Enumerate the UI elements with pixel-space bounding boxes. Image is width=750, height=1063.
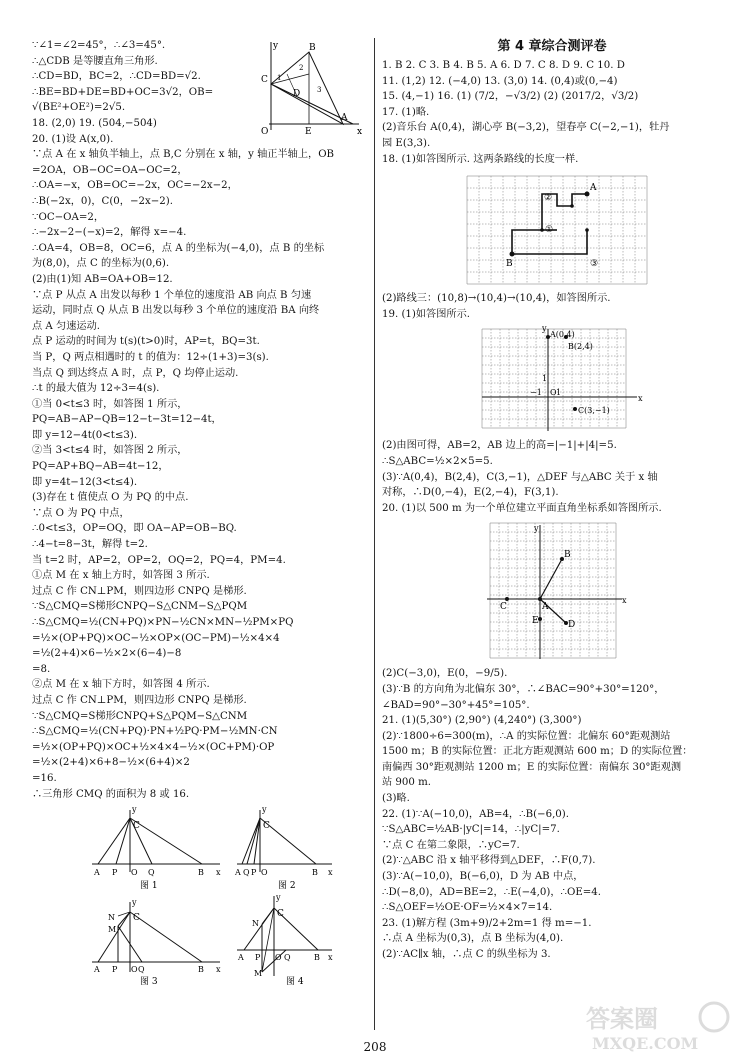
text-line: 对称，∴D(0,−4)，E(2,−4)，F(3,1). <box>382 487 559 499</box>
grid-label: A(0,4) <box>550 330 575 340</box>
fig-label: x <box>216 965 221 975</box>
coordinate-grid-figure <box>382 325 722 435</box>
fig-label: x <box>216 868 221 878</box>
figure-caption: 图 2 <box>278 881 296 892</box>
fig-label: P <box>251 868 257 878</box>
text-line: 即 y=4t−12(3<t≤4). <box>32 476 138 488</box>
text-line: 点 A 匀速运动. <box>32 320 101 332</box>
text-line: ∴t 的最大值为 12÷3=4(s). <box>32 383 160 395</box>
figure-3 <box>92 898 221 987</box>
grid-label: A <box>542 602 549 613</box>
text-line: 1. B 2. C 3. B 4. B 5. A 6. D 7. C 8. D 9. C 10. D <box>382 60 625 71</box>
text-line: ∴BE=BD+DE=BD+OC=3√2，OB= <box>32 86 214 98</box>
grid-label: 1 <box>556 388 562 398</box>
text-line: =2OA，OB−OC=OA−OC=2， <box>32 164 188 176</box>
text-line: ∵S△ABC=½AB·|yC|=14，∴|yC|=7. <box>382 824 560 836</box>
text-line: 点 P 运动的时间为 t(s)(t>0)时，AP=t，BQ=3t. <box>32 336 260 348</box>
text-line: 23. (1)解方程 (3m+9)/2+2m=1 得 m=−1. <box>382 917 592 929</box>
fig-label: 2 <box>299 64 304 72</box>
text-line: ∴△CDB 是等腰直角三角形. <box>32 55 158 67</box>
text-line: ∵OC−OA=2， <box>32 211 105 223</box>
text-line: 站 900 m. <box>382 777 432 789</box>
text-line: 南偏西 30°距观测站 1200 m；E 的实际位置：南偏东 30°距观测 <box>382 761 682 773</box>
fig-label: y <box>273 41 279 51</box>
text-line: (2)∵AC∥x 轴，∴点 C 的纵坐标为 3. <box>382 949 551 960</box>
text-line: ∴S△CMQ=½(CN+PQ)×PN−½CN×MN−½PM×PQ <box>32 617 294 628</box>
text-line: (2)由图可得，AB=2，AB 边上的高=|−1|+|4|=5. <box>382 440 617 452</box>
fig-label: y <box>132 898 137 908</box>
figure-caption: 图 3 <box>140 977 158 988</box>
fig-label: C <box>133 821 140 832</box>
text-line: ∴CD=BD，BC=2，∴CD=BD=√2. <box>32 71 201 83</box>
text-line: ∵点 O 为 PQ 中点， <box>32 507 130 519</box>
text-line: ∵∠1=∠2=45°，∴∠3=45°. <box>32 40 166 51</box>
text-line: ∵点 P 从点 A 出发以每秒 1 个单位的速度沿 AB 向点 B 匀速 <box>32 289 312 301</box>
grid-label: ③ <box>590 259 599 270</box>
fig-label: O <box>131 868 138 878</box>
text-line: 当 P，Q 两点相遇时的 t 的值为：12÷(1+3)=3(s). <box>32 351 269 363</box>
fig-label: C <box>277 909 284 920</box>
fig-label: A <box>341 113 348 123</box>
text-line: ∴0<t≤3，OP=OQ，即 OA−AP=OB−BQ. <box>32 523 237 535</box>
text-line: ∵S△CMQ=S梯形CNPQ−S△CNM−S△PQM <box>32 601 248 613</box>
section-title: 第 4 章综合测评卷 <box>497 39 607 54</box>
text-line: ∴OA=−x，OB=OC=−2x，OC=−2x−2， <box>32 180 238 192</box>
text-line: 为(8,0)，点 C 的坐标为(0,6). <box>32 258 170 270</box>
text-line: 18. (2,0) 19. (504,−504) <box>32 118 157 129</box>
text-line: (3)存在 t 值使点 O 为 PQ 的中点. <box>32 492 189 504</box>
grid-label: x <box>638 394 643 404</box>
fig-label: A <box>94 965 100 975</box>
text-line: =½×(OP+PQ)×OC+½×4×4−½×(OC+PM)·OP <box>32 741 275 753</box>
text-line: ∴OA=4，OB=8，OC=6，点 A 的坐标为(−4,0)，点 B 的坐标 <box>32 242 325 254</box>
text-line: PQ=AP+BQ−AB=4t−12， <box>32 461 169 473</box>
watermark-text: 答案圈 <box>586 1004 658 1033</box>
text-line: 过点 C 作 CN⊥PM，则四边形 CNPQ 是梯形. <box>32 585 247 597</box>
text-line: ∴4−t=8−3t，解得 t=2. <box>32 539 148 551</box>
text-line: 运动，同时点 Q 从点 B 出发以每秒 3 个单位的速度沿 BA 向终 <box>32 305 320 317</box>
watermark-text: MXQE.COM <box>592 1034 699 1053</box>
fig-label: Q <box>138 965 145 975</box>
text-line: 20. (1)设 A(x,0). <box>32 133 114 145</box>
fig-label: 3 <box>317 86 322 94</box>
fig-label: O <box>131 965 138 975</box>
text-line: 21. (1)(5,30°) (2,90°) (4,240°) (3,300°) <box>382 715 582 727</box>
text-line: =½×(OP+PQ)×OC−½×OP×(OC−PM)−½×4×4 <box>32 632 280 644</box>
text-line: (2)路线三：(10,8)→(10,4)→(10,4)，如答图所示. <box>382 293 611 305</box>
text-line: 园 E(3,3). <box>382 137 431 149</box>
fig-label: x <box>357 127 363 134</box>
fig-label: 1 <box>277 74 282 82</box>
text-line: ①当 0<t≤3 时，如答图 1 所示， <box>32 398 188 410</box>
text-line: ∴B(−2x，0)，C(0，−2x−2). <box>32 195 173 207</box>
grid-label: x <box>622 596 627 606</box>
fig-label: O <box>261 868 268 878</box>
text-line: 15. (4,−1) 16. (1) (7/2，−√3/2) (2) (2017/2，√3/2) <box>382 91 639 103</box>
triangle-figure <box>257 38 365 134</box>
grid-label: A <box>590 183 597 194</box>
grid-label: E <box>532 616 539 627</box>
grid-label: 1 <box>542 374 548 384</box>
text-line: ∵点 A 在 x 轴负半轴上，点 B,C 分别在 x 轴，y 轴正半轴上，OB <box>32 149 335 161</box>
text-line: ①点 M 在 x 轴上方时，如答图 3 所示. <box>32 570 210 582</box>
text-line: 11. (1,2) 12. (−4,0) 13. (3,0) 14. (0,4)或(0,−4) <box>382 75 618 87</box>
grid-label: B(2,4) <box>568 342 593 352</box>
text-line: ∠BAD=90°−30°+45°=105°. <box>382 699 530 711</box>
figure-caption: 图 1 <box>140 881 158 892</box>
text-line: 当 t=2 时，AP=2，OP=2，OQ=2，PQ=4，PM=4. <box>32 554 286 566</box>
fig-label: P <box>112 965 118 975</box>
fig-label: B <box>309 43 316 53</box>
text-line: (3)∵B 的方向角为北偏东 30°，∴∠BAC=90°+30°=120°， <box>382 683 665 695</box>
figure-4 <box>237 893 333 987</box>
fig-label: Q <box>284 953 291 963</box>
text-line: (3)∵A(−10,0)，B(−6,0)，D 为 AB 中点， <box>382 871 584 883</box>
fig-label: y <box>132 805 137 815</box>
fig-label: P <box>112 868 118 878</box>
grid-label: y <box>534 524 539 534</box>
answer-figures <box>32 804 368 989</box>
watermark-logo <box>582 997 732 1055</box>
fig-label: N <box>108 913 115 923</box>
text-line: (2)由(1)知 AB=OA+OB=12. <box>32 273 173 285</box>
grid-label: ① <box>545 225 554 236</box>
text-line: ∴S△CMQ=½(CN+PQ)·PN+½PQ·PM−½MN·CN <box>32 726 278 738</box>
text-line: (2)∵1800÷6=300(m)，∴A 的实际位置：北偏东 60°距观测站 <box>382 730 671 742</box>
fig-label: O <box>261 127 269 134</box>
grid-label: B <box>564 550 571 561</box>
text-line: =½(2+4)×6−½×2×(6−4)−8 <box>32 648 182 660</box>
text-line: 17. (1)略. <box>382 106 430 118</box>
text-line: √(BE²+OE²)=2√5. <box>32 102 126 114</box>
text-line: ∴点 A 坐标为(0,3)，点 B 坐标为(4,0). <box>382 933 564 945</box>
text-line: 1500 m；B 的实际位置：正北方距观测站 600 m；D 的实际位置： <box>382 746 693 758</box>
text-line: ②当 3<t≤4 时，如答图 2 所示， <box>32 445 188 457</box>
fig-label: C <box>261 75 268 85</box>
fig-label: Q <box>148 868 155 878</box>
fig-label: A <box>94 868 100 878</box>
text-line: ∵点 C 在第二象限，∴yC=7. <box>382 839 520 851</box>
grid-label: O <box>550 388 557 398</box>
text-line: (2)C(−3,0)，E(0，−9/5). <box>382 668 508 680</box>
text-line: ∴−2x−2−(−x)=2，解得 x=−4. <box>32 227 187 239</box>
text-line: PQ=AB−AP−QB=12−t−3t=12−4t， <box>32 414 222 426</box>
fig-label: B <box>198 868 204 878</box>
text-line: 即 y=12−4t(0<t≤3). <box>32 429 138 441</box>
text-line: ②点 M 在 x 轴下方时，如答图 4 所示. <box>32 679 210 691</box>
fig-label: y <box>276 893 281 903</box>
left-column <box>32 38 368 989</box>
text-line: 20. (1)以 500 m 为一个单位建立平面直角坐标系如答图所示. <box>382 502 662 514</box>
fig-label: C <box>133 913 140 924</box>
text-line: (3)略. <box>382 793 410 805</box>
grid-label: −1 <box>530 388 542 398</box>
fig-label: Q <box>243 868 250 878</box>
fig-label: B <box>312 868 318 878</box>
text-line: (3)∵A(0,4)，B(2,4)，C(3,−1)，△DEF 与△ABC 关于 x 轴 <box>382 471 658 483</box>
text-line: 过点 C 作 CN⊥PM，则四边形 CNPQ 是梯形. <box>32 694 247 706</box>
grid-lines <box>490 523 616 658</box>
text-line: (2)音乐台 A(0,4)，湖心亭 B(−3,2)，望春亭 C(−2,−1)，牡丹 <box>382 122 670 134</box>
page-number: 208 <box>363 1040 387 1054</box>
fig-label: C <box>263 821 270 832</box>
column-divider <box>374 38 375 1030</box>
fig-label: M <box>108 925 117 935</box>
fig-label: E <box>305 127 312 134</box>
text-line: ∵S△CMQ=S梯形CNPQ+S△PQM−S△CNM <box>32 710 248 722</box>
fig-label: N <box>252 919 259 929</box>
fig-label: x <box>328 868 333 878</box>
text-line: =16. <box>32 772 57 784</box>
fig-label: A <box>238 953 244 963</box>
figure-2 <box>234 805 333 891</box>
grid-label: y <box>542 325 547 334</box>
fig-label: M <box>254 969 263 979</box>
grid-label: ② <box>544 193 553 204</box>
text-line: 22. (1)∵A(−10,0)，AB=4，∴B(−6,0). <box>382 808 570 820</box>
grid-label: D <box>568 620 576 631</box>
text-line: 18. (1)如答图所示. 这两条路线的长度一样. <box>382 153 579 165</box>
text-line: ∴S△ABC=½×2×5=5. <box>382 455 493 467</box>
text-line: =8. <box>32 663 51 675</box>
fig-label: D <box>293 89 301 99</box>
grid-label: C <box>500 602 507 613</box>
fig-label: A <box>235 868 241 878</box>
grid-label: C(3,−1) <box>578 406 610 416</box>
direction-grid-figure <box>382 519 722 663</box>
fig-label: B <box>198 965 204 975</box>
text-line: ∴S△OEF=½OE·OF=½×4×7=14. <box>382 902 553 914</box>
figure-1 <box>92 805 221 891</box>
text-line: 19. (1)如答图所示. <box>382 308 471 320</box>
fig-label: P <box>255 953 261 963</box>
figure-caption: 图 4 <box>286 977 304 988</box>
fig-label: O <box>275 953 282 963</box>
fig-label: B <box>314 953 320 963</box>
text-line: (2)∵△ABC 沿 x 轴平移得到△DEF，∴F(0,7). <box>382 855 596 867</box>
text-line: ∴D(−8,0)，AD=BE=2，∴E(−4,0)，∴OE=4. <box>382 886 602 898</box>
right-column <box>382 38 722 963</box>
route-grid-figure <box>382 170 722 288</box>
fig-label: x <box>328 953 333 963</box>
text-line: =½×(2+4)×6+8−½×(6+4)×2 <box>32 757 190 769</box>
text-line: 当点 Q 到达终点 A 时，点 P，Q 均停止运动. <box>32 367 239 379</box>
fig-label: y <box>262 805 267 815</box>
grid-label: B <box>506 259 513 270</box>
text-line: ∴三角形 CMQ 的面积为 8 或 16. <box>32 788 190 800</box>
